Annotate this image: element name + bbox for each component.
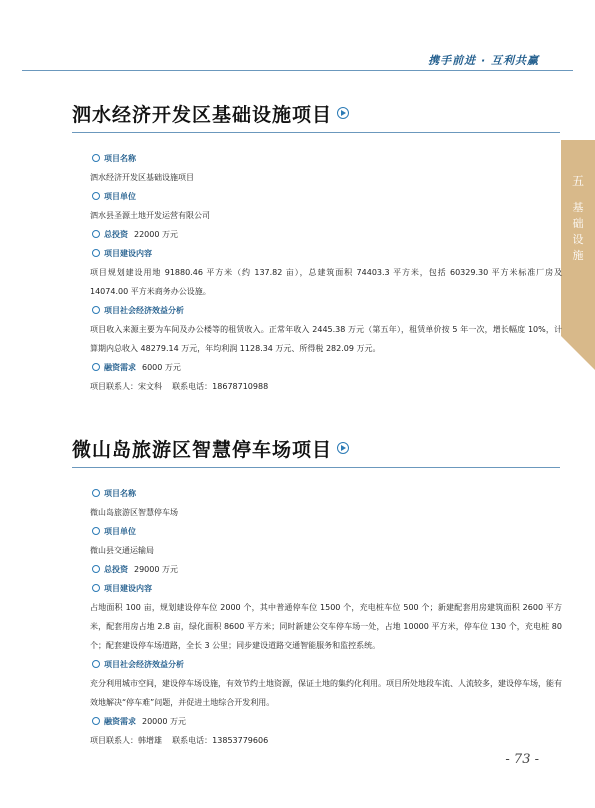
funding-value: 6000 万元: [142, 363, 181, 372]
funding-value: 20000 万元: [142, 717, 186, 726]
bullet-circle-icon: [92, 565, 100, 573]
field-label-funding: [72, 358, 562, 377]
project-name-value: 微山岛旅游区智慧停车场: [90, 508, 178, 517]
project-content-text: 项目规划建设用地 91880.46 平方米（约 137.82 亩），总建筑面积 74403.3 平方米，包括 60329.30 平方米标准厂房及 14074.00 平方米商务办公设施。: [90, 268, 562, 296]
bullet-circle-icon: [92, 584, 100, 592]
label-text: 总投资: [104, 230, 128, 239]
label-text: 项目名称: [104, 489, 136, 498]
label-text: 项目建设内容: [104, 584, 152, 593]
header-rule: [22, 70, 573, 71]
chapter-side-tab: [561, 140, 595, 370]
field-label-unit: [72, 522, 562, 541]
project-title: 微山岛旅游区智慧停车场项目: [72, 439, 333, 461]
project-benefit-text: 项目收入来源主要为车间及办公楼等的租赁收入。正常年收入 2445.38 万元（第五年），租赁单价按 5 年一次，增长幅度 10%，计算期内总收入 48279.14 万元，年均利润 1128.34 万元、所得税 282.09 万元。: [90, 325, 562, 353]
field-label-invest: [72, 560, 562, 579]
label-text: 融资需求: [104, 717, 136, 726]
label-text: 项目建设内容: [104, 249, 152, 258]
label-text: 项目社会经济效益分析: [104, 306, 184, 315]
play-circle-icon: [337, 442, 349, 454]
field-label-name: [72, 484, 562, 503]
field-label-funding: [72, 712, 562, 731]
bullet-circle-icon: [92, 230, 100, 238]
bullet-circle-icon: [92, 192, 100, 200]
chapter-title-char: 础: [572, 217, 584, 230]
label-text: 融资需求: [104, 363, 136, 372]
project-contact: [72, 731, 562, 750]
field-label-content: [72, 579, 562, 598]
field-label-content: [72, 244, 562, 263]
chapter-title-char: 设: [572, 233, 584, 246]
project-section-1: [72, 100, 562, 396]
label-text: 总投资: [104, 565, 128, 574]
project-section-2: [72, 435, 562, 750]
field-label-benefit: [72, 655, 562, 674]
bullet-circle-icon: [92, 249, 100, 257]
contact-phone: 联系电话：13853779606: [172, 736, 269, 745]
field-label-unit: [72, 187, 562, 206]
contact-person: 项目联系人：韩增雄: [90, 736, 162, 745]
chapter-title: [561, 200, 595, 264]
chapter-title-char: 施: [572, 249, 584, 262]
label-text: 项目名称: [104, 154, 136, 163]
field-label-benefit: [72, 301, 562, 320]
bullet-circle-icon: [92, 717, 100, 725]
project-title-row: [72, 100, 562, 130]
chapter-title-char: 基: [572, 201, 584, 214]
tab-corner-cut: [561, 336, 595, 370]
invest-value: 22000 万元: [134, 230, 178, 239]
bullet-circle-icon: [92, 154, 100, 162]
field-label-name: [72, 149, 562, 168]
project-unit-value: 泗水县圣源土地开发运营有限公司: [90, 211, 210, 220]
bullet-circle-icon: [92, 660, 100, 668]
project-unit-value: 微山县交通运输局: [90, 546, 154, 555]
header-slogan: 携手前进 · 互利共赢: [428, 54, 539, 67]
project-benefit-text: 充分利用城市空间，建设停车场设施，有效节约土地资源，保证土地的集约化利用。项目所处地段车流、人流较多，建设停车场，能有效地解决“停车难”问题，并促进土地综合开发利用。: [90, 679, 562, 707]
bullet-circle-icon: [92, 489, 100, 497]
contact-phone: 联系电话：18678710988: [172, 382, 269, 391]
invest-value: 29000 万元: [134, 565, 178, 574]
bullet-circle-icon: [92, 527, 100, 535]
project-name-value: 泗水经济开发区基础设施项目: [90, 173, 194, 182]
contact-person: 项目联系人：宋文科: [90, 382, 162, 391]
project-title-row: [72, 435, 562, 465]
project-contact: [72, 377, 562, 396]
label-text: 项目单位: [104, 527, 136, 536]
chapter-number: 五: [571, 174, 584, 188]
page-number: - 73 -: [505, 752, 539, 767]
label-text: 项目单位: [104, 192, 136, 201]
bullet-circle-icon: [92, 363, 100, 371]
project-content-text: 占地面积 100 亩，规划建设停车位 2000 个，其中普通停车位 1500 个，充电桩车位 500 个；新建配套用房建筑面积 2600 平方米，配套用房占地 2.8 亩，绿化面积 8600 平方米；同时新建公交车停车场一处，占地 10000 平方米，停车位 130 个，充电桩 80 个；配套建设停车场道路，全长 3 公里；同步建设道路交通智能服务和监控系统。: [90, 603, 562, 650]
project-title: 泗水经济开发区基础设施项目: [72, 104, 333, 126]
field-label-invest: [72, 225, 562, 244]
bullet-circle-icon: [92, 306, 100, 314]
play-circle-icon: [337, 107, 349, 119]
label-text: 项目社会经济效益分析: [104, 660, 184, 669]
